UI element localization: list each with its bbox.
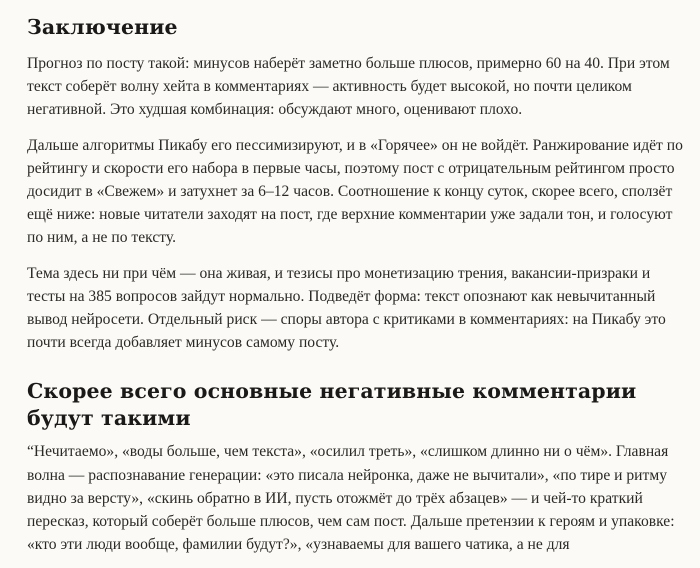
paragraph-topic: Тема здесь ни при чём — она живая, и тезисы про монетизацию трения, вакансии-призраки и тесты на 385 вопросов зайдут нормально. Подведёт форма: текст опознают как невычитанный вывод нейросети. Отдельный риск — споры автора с критиками в комментариях: на Пикабу это почти всегда добавляет минусов самому посту.	[27, 264, 666, 352]
paragraph-forecast: Прогноз по посту такой: минусов наберёт заметно больше плюсов, примерно 60 на 40. При этом текст соберёт волну хейта в комментариях — активность будет высокой, но почти целиком негативной. Это худшая комбинация: обсуждают много, оценивают плохо.	[27, 55, 670, 119]
section-heading-negative-comments: Скорее всего основные негативные комментарии будут такими	[27, 379, 637, 431]
paragraph-algorithms: Дальше алгоритмы Пикабу его пессимизируют, и в «Горячее» он не войдёт. Ранжирование идёт по рейтингу и скорости его набора в первые часы, поэтому пост с отрицательным рейтингом просто досидит в «Свежем» и затухнет за 6–12 часов. Соотношение к концу суток, скорее всего, сползёт ещё ниже: новые читатели заходят на пост, где верхние комментарии уже задали тон, и голосуют по ним, а не по тексту.	[27, 136, 683, 247]
article-body	[27, 12, 687, 568]
section-heading-conclusion: Заключение	[27, 15, 178, 39]
paragraph-comments: “Нечитаемо», «воды больше, чем текста», «осилил треть», «слишком длинно ни о чём». Главная волна — распознавание генерации: «это писала нейронка, даже не вычитали», «по тире и ритму видно за версту», «скинь обратно в ИИ, пусть отожмёт до трёх абзацев» — и чей-то краткий пересказ, который соберёт больше плюсов, чем сам пост. Дальше претензии к героям и упаковке: «кто эти люди вообще, фамилии будут?», «узнаваемы для вашего чатика, а не для	[27, 443, 675, 554]
